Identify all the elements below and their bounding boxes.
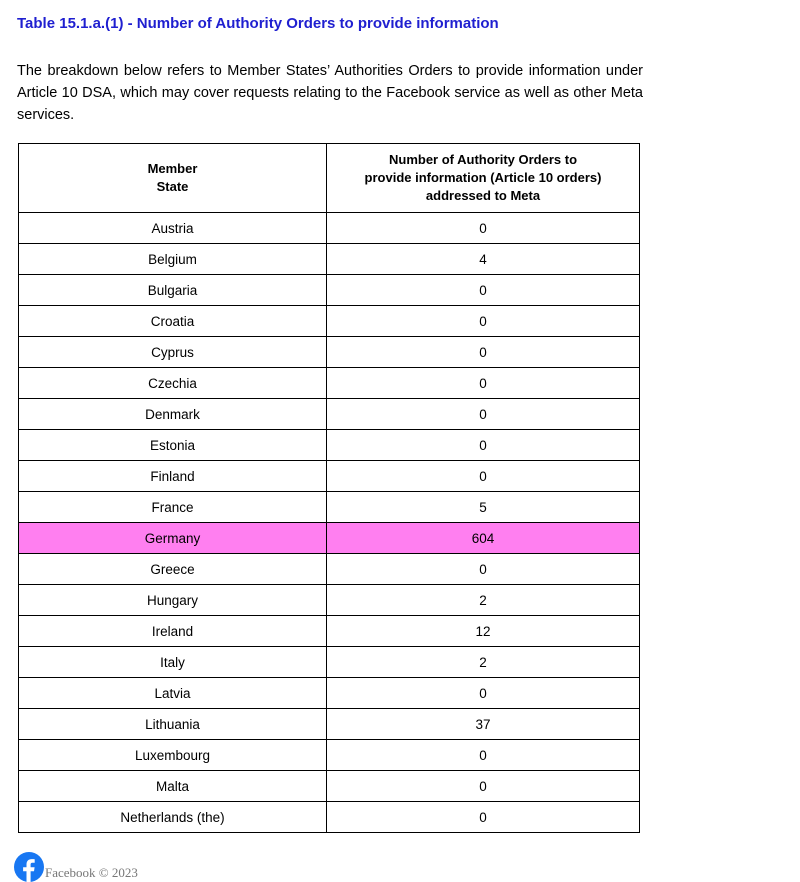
column-header-order-count: Number of Authority Orders to provide information (Article 10 orders) addressed to Meta xyxy=(327,144,640,213)
member-state-cell: France xyxy=(19,492,327,523)
table-title: Table 15.1.a.(1) - Number of Authority Orders to provide information xyxy=(17,15,499,32)
order-count-cell: 0 xyxy=(327,554,640,585)
order-count-cell: 2 xyxy=(327,585,640,616)
member-state-cell: Netherlands (the) xyxy=(19,802,327,833)
table-row xyxy=(19,616,640,647)
table-row xyxy=(19,771,640,802)
table-row xyxy=(19,337,640,368)
table-row xyxy=(19,554,640,585)
member-state-cell: Austria xyxy=(19,213,327,244)
table-row xyxy=(19,461,640,492)
order-count-cell: 2 xyxy=(327,647,640,678)
member-state-cell: Finland xyxy=(19,461,327,492)
order-count-cell: 4 xyxy=(327,244,640,275)
order-count-cell: 0 xyxy=(327,461,640,492)
member-state-cell: Bulgaria xyxy=(19,275,327,306)
table-row xyxy=(19,802,640,833)
member-state-cell: Cyprus xyxy=(19,337,327,368)
order-count-cell: 0 xyxy=(327,399,640,430)
table-row xyxy=(19,492,640,523)
table-row xyxy=(19,368,640,399)
member-state-cell: Latvia xyxy=(19,678,327,709)
order-count-cell: 0 xyxy=(327,771,640,802)
table-row xyxy=(19,430,640,461)
order-count-cell: 0 xyxy=(327,368,640,399)
order-count-cell: 12 xyxy=(327,616,640,647)
member-state-cell: Croatia xyxy=(19,306,327,337)
member-state-cell: Lithuania xyxy=(19,709,327,740)
member-state-cell: Denmark xyxy=(19,399,327,430)
authority-orders-table xyxy=(18,143,640,833)
table-row xyxy=(19,399,640,430)
order-count-cell: 604 xyxy=(327,523,640,554)
order-count-cell: 0 xyxy=(327,337,640,368)
order-count-cell: 5 xyxy=(327,492,640,523)
member-state-cell: Belgium xyxy=(19,244,327,275)
table-row xyxy=(19,275,640,306)
order-count-cell: 37 xyxy=(327,709,640,740)
order-count-cell: 0 xyxy=(327,802,640,833)
order-count-cell: 0 xyxy=(327,213,640,244)
facebook-logo-icon xyxy=(14,852,44,882)
member-state-cell: Luxembourg xyxy=(19,740,327,771)
member-state-cell: Ireland xyxy=(19,616,327,647)
table-row xyxy=(19,244,640,275)
table-row xyxy=(19,709,640,740)
table-row xyxy=(19,740,640,771)
column-header-member-state: Member State xyxy=(19,144,327,213)
table-row xyxy=(19,678,640,709)
order-count-cell: 0 xyxy=(327,430,640,461)
intro-paragraph: The breakdown below refers to Member States’ Authorities Orders to provide information under Article 10 DSA, which may cover requests relating to the Facebook service as well as other Meta services. xyxy=(17,63,643,123)
table-row xyxy=(19,306,640,337)
member-state-cell: Estonia xyxy=(19,430,327,461)
order-count-cell: 0 xyxy=(327,678,640,709)
page-footer xyxy=(14,852,138,882)
order-count-cell: 0 xyxy=(327,306,640,337)
member-state-cell: Malta xyxy=(19,771,327,802)
table-row xyxy=(19,647,640,678)
table-row xyxy=(19,213,640,244)
order-count-cell: 0 xyxy=(327,740,640,771)
member-state-cell: Italy xyxy=(19,647,327,678)
member-state-cell: Czechia xyxy=(19,368,327,399)
order-count-cell: 0 xyxy=(327,275,640,306)
copyright-text: Facebook © 2023 xyxy=(45,865,138,880)
member-state-cell: Germany xyxy=(19,523,327,554)
member-state-cell: Greece xyxy=(19,554,327,585)
table-row-highlighted xyxy=(19,523,640,554)
table-header-row xyxy=(19,144,640,213)
member-state-cell: Hungary xyxy=(19,585,327,616)
table-row xyxy=(19,585,640,616)
